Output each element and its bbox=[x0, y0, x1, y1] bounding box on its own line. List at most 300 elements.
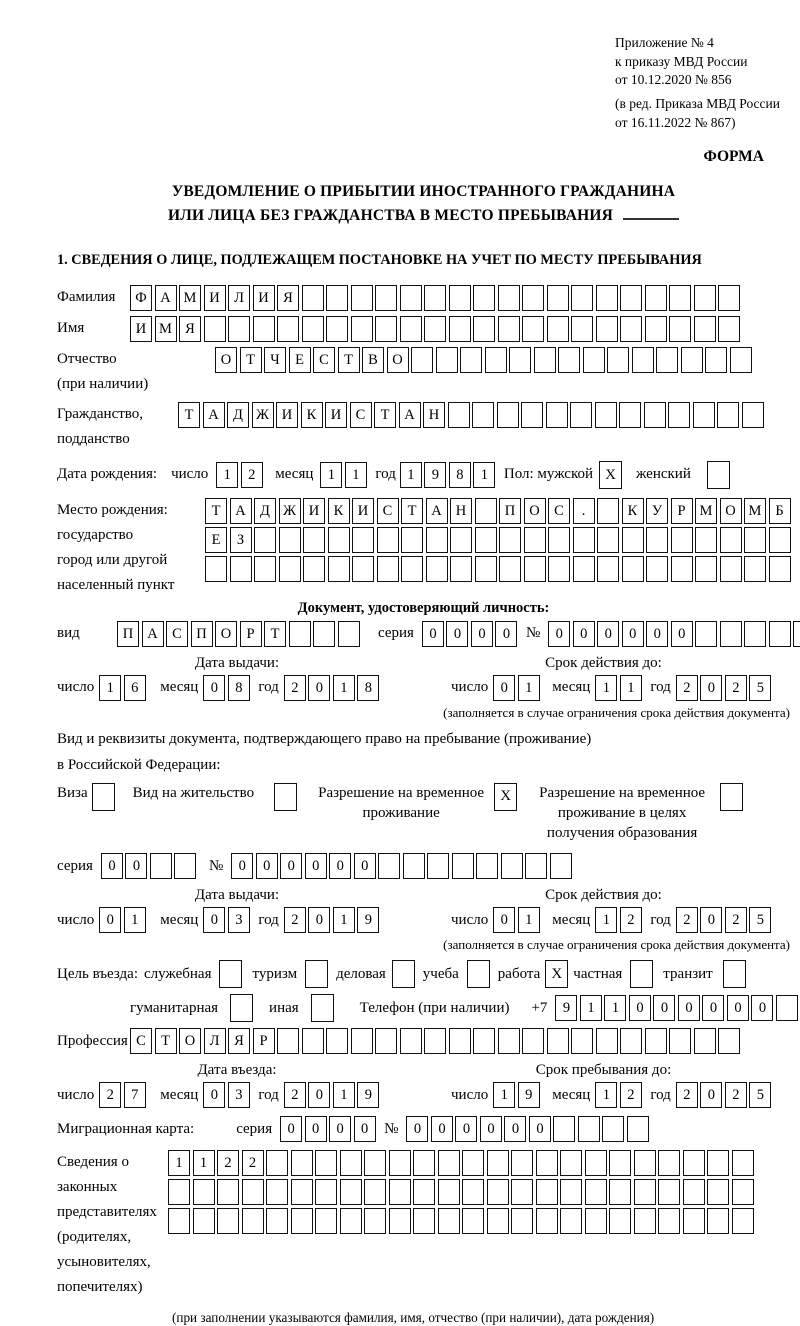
char-cell[interactable]: 9 bbox=[357, 907, 379, 933]
char-cell[interactable] bbox=[524, 556, 546, 582]
char-cell[interactable]: 0 bbox=[231, 853, 253, 879]
char-cell[interactable] bbox=[449, 285, 471, 311]
char-cell[interactable] bbox=[609, 1150, 631, 1176]
char-cell[interactable] bbox=[571, 1028, 593, 1054]
char-cell[interactable] bbox=[277, 316, 299, 342]
char-cell[interactable]: 1 bbox=[99, 675, 121, 701]
char-cell[interactable]: А bbox=[426, 498, 448, 524]
char-cell[interactable]: 8 bbox=[228, 675, 250, 701]
char-cell[interactable] bbox=[560, 1208, 582, 1234]
char-cell[interactable]: М bbox=[155, 316, 177, 342]
char-cell[interactable]: 1 bbox=[216, 462, 238, 488]
char-cell[interactable] bbox=[522, 1028, 544, 1054]
char-cell[interactable] bbox=[573, 527, 595, 553]
char-cell[interactable]: 5 bbox=[749, 907, 771, 933]
char-cell[interactable] bbox=[279, 527, 301, 553]
char-cell[interactable]: С bbox=[130, 1028, 152, 1054]
surname-cells[interactable] bbox=[130, 285, 743, 311]
char-cell[interactable] bbox=[695, 556, 717, 582]
char-cell[interactable]: М bbox=[179, 285, 201, 311]
char-cell[interactable] bbox=[313, 621, 335, 647]
char-cell[interactable] bbox=[534, 347, 556, 373]
char-cell[interactable] bbox=[646, 556, 668, 582]
char-cell[interactable]: А bbox=[230, 498, 252, 524]
char-cell[interactable] bbox=[707, 1150, 729, 1176]
char-cell[interactable] bbox=[718, 285, 740, 311]
char-cell[interactable] bbox=[351, 285, 373, 311]
char-cell[interactable] bbox=[378, 853, 400, 879]
char-cell[interactable] bbox=[620, 285, 642, 311]
issue-year-cells[interactable] bbox=[284, 675, 382, 701]
char-cell[interactable]: Р bbox=[671, 498, 693, 524]
char-cell[interactable] bbox=[658, 1208, 680, 1234]
char-cell[interactable] bbox=[338, 621, 360, 647]
char-cell[interactable] bbox=[193, 1179, 215, 1205]
char-cell[interactable] bbox=[769, 621, 791, 647]
temp-residence-checkbox[interactable]: X bbox=[494, 783, 517, 811]
char-cell[interactable]: А bbox=[155, 285, 177, 311]
permit-valid-year-cells[interactable] bbox=[676, 907, 774, 933]
char-cell[interactable] bbox=[732, 1150, 754, 1176]
char-cell[interactable]: А bbox=[399, 402, 421, 428]
char-cell[interactable]: 2 bbox=[217, 1150, 239, 1176]
char-cell[interactable]: И bbox=[253, 285, 275, 311]
residence-permit-checkbox[interactable] bbox=[274, 783, 297, 811]
char-cell[interactable]: 0 bbox=[495, 621, 517, 647]
char-cell[interactable] bbox=[509, 347, 531, 373]
char-cell[interactable]: 2 bbox=[620, 1082, 642, 1108]
char-cell[interactable] bbox=[303, 527, 325, 553]
purpose-humanitarian-checkbox[interactable] bbox=[230, 994, 253, 1022]
char-cell[interactable]: С bbox=[166, 621, 188, 647]
char-cell[interactable] bbox=[656, 347, 678, 373]
char-cell[interactable] bbox=[732, 1179, 754, 1205]
char-cell[interactable]: И bbox=[276, 402, 298, 428]
char-cell[interactable] bbox=[645, 316, 667, 342]
char-cell[interactable]: 1 bbox=[580, 995, 602, 1021]
char-cell[interactable] bbox=[627, 1116, 649, 1142]
char-cell[interactable] bbox=[732, 1208, 754, 1234]
char-cell[interactable] bbox=[426, 556, 448, 582]
char-cell[interactable] bbox=[553, 1116, 575, 1142]
char-cell[interactable] bbox=[744, 556, 766, 582]
char-cell[interactable] bbox=[620, 316, 642, 342]
char-cell[interactable] bbox=[720, 527, 742, 553]
migration-series-cells[interactable] bbox=[280, 1116, 378, 1142]
char-cell[interactable]: 0 bbox=[280, 1116, 302, 1142]
char-cell[interactable] bbox=[602, 1116, 624, 1142]
char-cell[interactable] bbox=[266, 1179, 288, 1205]
char-cell[interactable]: 0 bbox=[305, 853, 327, 879]
char-cell[interactable]: П bbox=[191, 621, 213, 647]
char-cell[interactable]: Ч bbox=[264, 347, 286, 373]
char-cell[interactable]: 2 bbox=[676, 1082, 698, 1108]
char-cell[interactable]: 2 bbox=[725, 1082, 747, 1108]
char-cell[interactable]: 0 bbox=[308, 907, 330, 933]
char-cell[interactable]: 1 bbox=[193, 1150, 215, 1176]
char-cell[interactable] bbox=[400, 285, 422, 311]
char-cell[interactable]: 5 bbox=[749, 1082, 771, 1108]
char-cell[interactable] bbox=[681, 347, 703, 373]
char-cell[interactable] bbox=[438, 1179, 460, 1205]
char-cell[interactable] bbox=[462, 1208, 484, 1234]
char-cell[interactable] bbox=[389, 1150, 411, 1176]
char-cell[interactable] bbox=[525, 853, 547, 879]
char-cell[interactable] bbox=[254, 556, 276, 582]
char-cell[interactable] bbox=[476, 853, 498, 879]
char-cell[interactable]: 3 bbox=[228, 907, 250, 933]
char-cell[interactable]: 6 bbox=[124, 675, 146, 701]
char-cell[interactable] bbox=[694, 285, 716, 311]
char-cell[interactable] bbox=[411, 347, 433, 373]
char-cell[interactable] bbox=[573, 556, 595, 582]
char-cell[interactable]: 0 bbox=[529, 1116, 551, 1142]
char-cell[interactable] bbox=[473, 316, 495, 342]
char-cell[interactable] bbox=[326, 285, 348, 311]
char-cell[interactable] bbox=[607, 347, 629, 373]
char-cell[interactable] bbox=[253, 316, 275, 342]
char-cell[interactable] bbox=[705, 347, 727, 373]
char-cell[interactable] bbox=[622, 527, 644, 553]
char-cell[interactable] bbox=[583, 347, 605, 373]
doc-kind-cells[interactable] bbox=[117, 621, 362, 647]
char-cell[interactable] bbox=[364, 1179, 386, 1205]
char-cell[interactable]: К bbox=[301, 402, 323, 428]
char-cell[interactable]: 0 bbox=[646, 621, 668, 647]
char-cell[interactable] bbox=[717, 402, 739, 428]
purpose-work-checkbox[interactable]: X bbox=[545, 960, 568, 988]
char-cell[interactable]: 1 bbox=[604, 995, 626, 1021]
char-cell[interactable] bbox=[511, 1208, 533, 1234]
stay-year-cells[interactable] bbox=[676, 1082, 774, 1108]
char-cell[interactable] bbox=[536, 1150, 558, 1176]
char-cell[interactable] bbox=[501, 853, 523, 879]
char-cell[interactable]: 8 bbox=[449, 462, 471, 488]
char-cell[interactable]: Т bbox=[205, 498, 227, 524]
char-cell[interactable]: И bbox=[303, 498, 325, 524]
char-cell[interactable]: 1 bbox=[333, 907, 355, 933]
name-cells[interactable] bbox=[130, 316, 743, 342]
char-cell[interactable] bbox=[168, 1179, 190, 1205]
char-cell[interactable] bbox=[340, 1208, 362, 1234]
char-cell[interactable]: 0 bbox=[548, 621, 570, 647]
char-cell[interactable] bbox=[609, 1179, 631, 1205]
char-cell[interactable]: 1 bbox=[400, 462, 422, 488]
char-cell[interactable]: Н bbox=[450, 498, 472, 524]
char-cell[interactable]: 0 bbox=[406, 1116, 428, 1142]
doc-series-cells[interactable] bbox=[422, 621, 520, 647]
char-cell[interactable] bbox=[646, 527, 668, 553]
char-cell[interactable] bbox=[522, 285, 544, 311]
char-cell[interactable]: 1 bbox=[595, 675, 617, 701]
char-cell[interactable]: 2 bbox=[241, 462, 263, 488]
char-cell[interactable] bbox=[634, 1150, 656, 1176]
stay-day-cells[interactable] bbox=[493, 1082, 542, 1108]
char-cell[interactable]: 9 bbox=[357, 1082, 379, 1108]
char-cell[interactable] bbox=[228, 316, 250, 342]
migration-number-cells[interactable] bbox=[406, 1116, 651, 1142]
char-cell[interactable] bbox=[242, 1208, 264, 1234]
char-cell[interactable] bbox=[375, 316, 397, 342]
char-cell[interactable] bbox=[450, 527, 472, 553]
char-cell[interactable]: 2 bbox=[725, 675, 747, 701]
char-cell[interactable] bbox=[436, 347, 458, 373]
char-cell[interactable] bbox=[498, 1028, 520, 1054]
char-cell[interactable] bbox=[596, 316, 618, 342]
char-cell[interactable] bbox=[645, 1028, 667, 1054]
char-cell[interactable]: Т bbox=[338, 347, 360, 373]
char-cell[interactable]: С bbox=[350, 402, 372, 428]
char-cell[interactable] bbox=[303, 556, 325, 582]
char-cell[interactable] bbox=[511, 1179, 533, 1205]
char-cell[interactable] bbox=[302, 285, 324, 311]
sex-male-checkbox[interactable]: X bbox=[599, 461, 622, 489]
char-cell[interactable] bbox=[683, 1208, 705, 1234]
char-cell[interactable] bbox=[658, 1150, 680, 1176]
char-cell[interactable]: О bbox=[387, 347, 409, 373]
char-cell[interactable]: 2 bbox=[676, 907, 698, 933]
char-cell[interactable]: 0 bbox=[493, 675, 515, 701]
char-cell[interactable] bbox=[546, 402, 568, 428]
char-cell[interactable] bbox=[669, 1028, 691, 1054]
char-cell[interactable]: Я bbox=[277, 285, 299, 311]
char-cell[interactable] bbox=[609, 1208, 631, 1234]
char-cell[interactable]: 2 bbox=[99, 1082, 121, 1108]
char-cell[interactable] bbox=[645, 285, 667, 311]
char-cell[interactable]: 2 bbox=[284, 1082, 306, 1108]
char-cell[interactable] bbox=[168, 1208, 190, 1234]
char-cell[interactable] bbox=[597, 498, 619, 524]
char-cell[interactable] bbox=[578, 1116, 600, 1142]
purpose-study-checkbox[interactable] bbox=[467, 960, 490, 988]
char-cell[interactable] bbox=[683, 1179, 705, 1205]
stay-month-cells[interactable] bbox=[595, 1082, 644, 1108]
entry-day-cells[interactable] bbox=[99, 1082, 148, 1108]
char-cell[interactable]: 0 bbox=[329, 853, 351, 879]
char-cell[interactable] bbox=[634, 1179, 656, 1205]
char-cell[interactable]: И bbox=[325, 402, 347, 428]
char-cell[interactable]: 0 bbox=[354, 853, 376, 879]
char-cell[interactable]: 1 bbox=[333, 675, 355, 701]
char-cell[interactable] bbox=[694, 316, 716, 342]
permit-issue-month-cells[interactable] bbox=[203, 907, 252, 933]
valid-month-cells[interactable] bbox=[595, 675, 644, 701]
char-cell[interactable] bbox=[351, 316, 373, 342]
char-cell[interactable]: В bbox=[362, 347, 384, 373]
char-cell[interactable]: Б bbox=[769, 498, 791, 524]
valid-year-cells[interactable] bbox=[676, 675, 774, 701]
char-cell[interactable] bbox=[671, 527, 693, 553]
char-cell[interactable]: 1 bbox=[518, 675, 540, 701]
char-cell[interactable] bbox=[438, 1150, 460, 1176]
char-cell[interactable] bbox=[720, 621, 742, 647]
valid-day-cells[interactable] bbox=[493, 675, 542, 701]
char-cell[interactable]: 9 bbox=[424, 462, 446, 488]
permit-number-cells[interactable] bbox=[231, 853, 574, 879]
char-cell[interactable]: Р bbox=[253, 1028, 275, 1054]
char-cell[interactable]: 0 bbox=[653, 995, 675, 1021]
char-cell[interactable]: 0 bbox=[329, 1116, 351, 1142]
char-cell[interactable]: 1 bbox=[333, 1082, 355, 1108]
char-cell[interactable] bbox=[585, 1179, 607, 1205]
char-cell[interactable]: 0 bbox=[597, 621, 619, 647]
char-cell[interactable] bbox=[438, 1208, 460, 1234]
char-cell[interactable] bbox=[473, 1028, 495, 1054]
char-cell[interactable]: 9 bbox=[555, 995, 577, 1021]
char-cell[interactable] bbox=[242, 1179, 264, 1205]
char-cell[interactable] bbox=[497, 402, 519, 428]
legal-reps-cells-row3[interactable] bbox=[168, 1208, 756, 1234]
char-cell[interactable] bbox=[315, 1179, 337, 1205]
char-cell[interactable] bbox=[644, 402, 666, 428]
char-cell[interactable]: Д bbox=[254, 498, 276, 524]
char-cell[interactable]: П bbox=[499, 498, 521, 524]
char-cell[interactable] bbox=[776, 995, 798, 1021]
char-cell[interactable]: Е bbox=[289, 347, 311, 373]
patronymic-cells[interactable] bbox=[215, 347, 754, 373]
char-cell[interactable] bbox=[499, 556, 521, 582]
char-cell[interactable] bbox=[277, 1028, 299, 1054]
char-cell[interactable] bbox=[769, 556, 791, 582]
char-cell[interactable]: 0 bbox=[471, 621, 493, 647]
char-cell[interactable] bbox=[448, 402, 470, 428]
char-cell[interactable] bbox=[351, 1028, 373, 1054]
char-cell[interactable] bbox=[744, 621, 766, 647]
char-cell[interactable]: 0 bbox=[678, 995, 700, 1021]
char-cell[interactable] bbox=[326, 316, 348, 342]
char-cell[interactable] bbox=[450, 556, 472, 582]
char-cell[interactable]: 1 bbox=[473, 462, 495, 488]
char-cell[interactable] bbox=[720, 556, 742, 582]
char-cell[interactable]: Т bbox=[178, 402, 200, 428]
char-cell[interactable] bbox=[560, 1150, 582, 1176]
char-cell[interactable]: Т bbox=[401, 498, 423, 524]
char-cell[interactable]: 1 bbox=[620, 675, 642, 701]
char-cell[interactable] bbox=[548, 556, 570, 582]
char-cell[interactable] bbox=[315, 1208, 337, 1234]
char-cell[interactable] bbox=[793, 621, 800, 647]
char-cell[interactable] bbox=[340, 1150, 362, 1176]
char-cell[interactable] bbox=[424, 1028, 446, 1054]
char-cell[interactable] bbox=[547, 285, 569, 311]
char-cell[interactable]: Я bbox=[228, 1028, 250, 1054]
char-cell[interactable] bbox=[291, 1150, 313, 1176]
char-cell[interactable] bbox=[475, 498, 497, 524]
char-cell[interactable]: 0 bbox=[700, 907, 722, 933]
char-cell[interactable] bbox=[302, 1028, 324, 1054]
char-cell[interactable] bbox=[487, 1179, 509, 1205]
char-cell[interactable] bbox=[632, 347, 654, 373]
char-cell[interactable] bbox=[522, 316, 544, 342]
char-cell[interactable] bbox=[193, 1208, 215, 1234]
purpose-transit-checkbox[interactable] bbox=[723, 960, 746, 988]
char-cell[interactable]: 0 bbox=[422, 621, 444, 647]
char-cell[interactable] bbox=[427, 853, 449, 879]
issue-day-cells[interactable] bbox=[99, 675, 148, 701]
char-cell[interactable]: К bbox=[328, 498, 350, 524]
char-cell[interactable] bbox=[217, 1208, 239, 1234]
purpose-private-checkbox[interactable] bbox=[630, 960, 653, 988]
char-cell[interactable]: 1 bbox=[124, 907, 146, 933]
char-cell[interactable]: 0 bbox=[700, 1082, 722, 1108]
char-cell[interactable] bbox=[693, 402, 715, 428]
char-cell[interactable]: 0 bbox=[504, 1116, 526, 1142]
char-cell[interactable] bbox=[671, 556, 693, 582]
char-cell[interactable]: Ж bbox=[252, 402, 274, 428]
char-cell[interactable]: 1 bbox=[493, 1082, 515, 1108]
char-cell[interactable] bbox=[449, 1028, 471, 1054]
char-cell[interactable] bbox=[695, 621, 717, 647]
char-cell[interactable] bbox=[487, 1208, 509, 1234]
purpose-official-checkbox[interactable] bbox=[219, 960, 242, 988]
char-cell[interactable] bbox=[597, 527, 619, 553]
permit-issue-year-cells[interactable] bbox=[284, 907, 382, 933]
phone-cells[interactable] bbox=[555, 995, 800, 1021]
char-cell[interactable] bbox=[352, 527, 374, 553]
char-cell[interactable] bbox=[683, 1150, 705, 1176]
char-cell[interactable] bbox=[536, 1208, 558, 1234]
char-cell[interactable]: М bbox=[744, 498, 766, 524]
char-cell[interactable]: Т bbox=[374, 402, 396, 428]
char-cell[interactable]: 0 bbox=[727, 995, 749, 1021]
char-cell[interactable]: 9 bbox=[518, 1082, 540, 1108]
char-cell[interactable] bbox=[669, 316, 691, 342]
char-cell[interactable] bbox=[596, 1028, 618, 1054]
legal-reps-cells-row1[interactable] bbox=[168, 1150, 756, 1176]
char-cell[interactable] bbox=[620, 1028, 642, 1054]
char-cell[interactable]: С bbox=[548, 498, 570, 524]
char-cell[interactable]: 0 bbox=[308, 1082, 330, 1108]
legal-reps-cells-row2[interactable] bbox=[168, 1179, 756, 1205]
char-cell[interactable] bbox=[449, 316, 471, 342]
char-cell[interactable]: Е bbox=[205, 527, 227, 553]
char-cell[interactable] bbox=[634, 1208, 656, 1234]
char-cell[interactable]: Н bbox=[423, 402, 445, 428]
char-cell[interactable]: 5 bbox=[749, 675, 771, 701]
char-cell[interactable] bbox=[547, 1028, 569, 1054]
char-cell[interactable] bbox=[585, 1150, 607, 1176]
char-cell[interactable] bbox=[279, 556, 301, 582]
birthplace-cells-row3[interactable] bbox=[205, 556, 793, 582]
char-cell[interactable] bbox=[487, 1150, 509, 1176]
char-cell[interactable] bbox=[622, 556, 644, 582]
char-cell[interactable] bbox=[460, 347, 482, 373]
permit-series-cells[interactable] bbox=[101, 853, 199, 879]
char-cell[interactable]: И bbox=[204, 285, 226, 311]
char-cell[interactable] bbox=[266, 1208, 288, 1234]
char-cell[interactable]: 1 bbox=[595, 907, 617, 933]
char-cell[interactable]: Д bbox=[227, 402, 249, 428]
char-cell[interactable] bbox=[424, 285, 446, 311]
char-cell[interactable] bbox=[328, 556, 350, 582]
char-cell[interactable]: Т bbox=[264, 621, 286, 647]
char-cell[interactable] bbox=[695, 527, 717, 553]
char-cell[interactable]: К bbox=[622, 498, 644, 524]
char-cell[interactable]: 0 bbox=[203, 675, 225, 701]
char-cell[interactable] bbox=[707, 1208, 729, 1234]
entry-month-cells[interactable] bbox=[203, 1082, 252, 1108]
char-cell[interactable]: О bbox=[720, 498, 742, 524]
permit-issue-day-cells[interactable] bbox=[99, 907, 148, 933]
char-cell[interactable] bbox=[377, 527, 399, 553]
char-cell[interactable] bbox=[744, 527, 766, 553]
char-cell[interactable]: 1 bbox=[320, 462, 342, 488]
char-cell[interactable]: 1 bbox=[345, 462, 367, 488]
char-cell[interactable]: С bbox=[313, 347, 335, 373]
char-cell[interactable] bbox=[536, 1179, 558, 1205]
char-cell[interactable] bbox=[596, 285, 618, 311]
issue-month-cells[interactable] bbox=[203, 675, 252, 701]
